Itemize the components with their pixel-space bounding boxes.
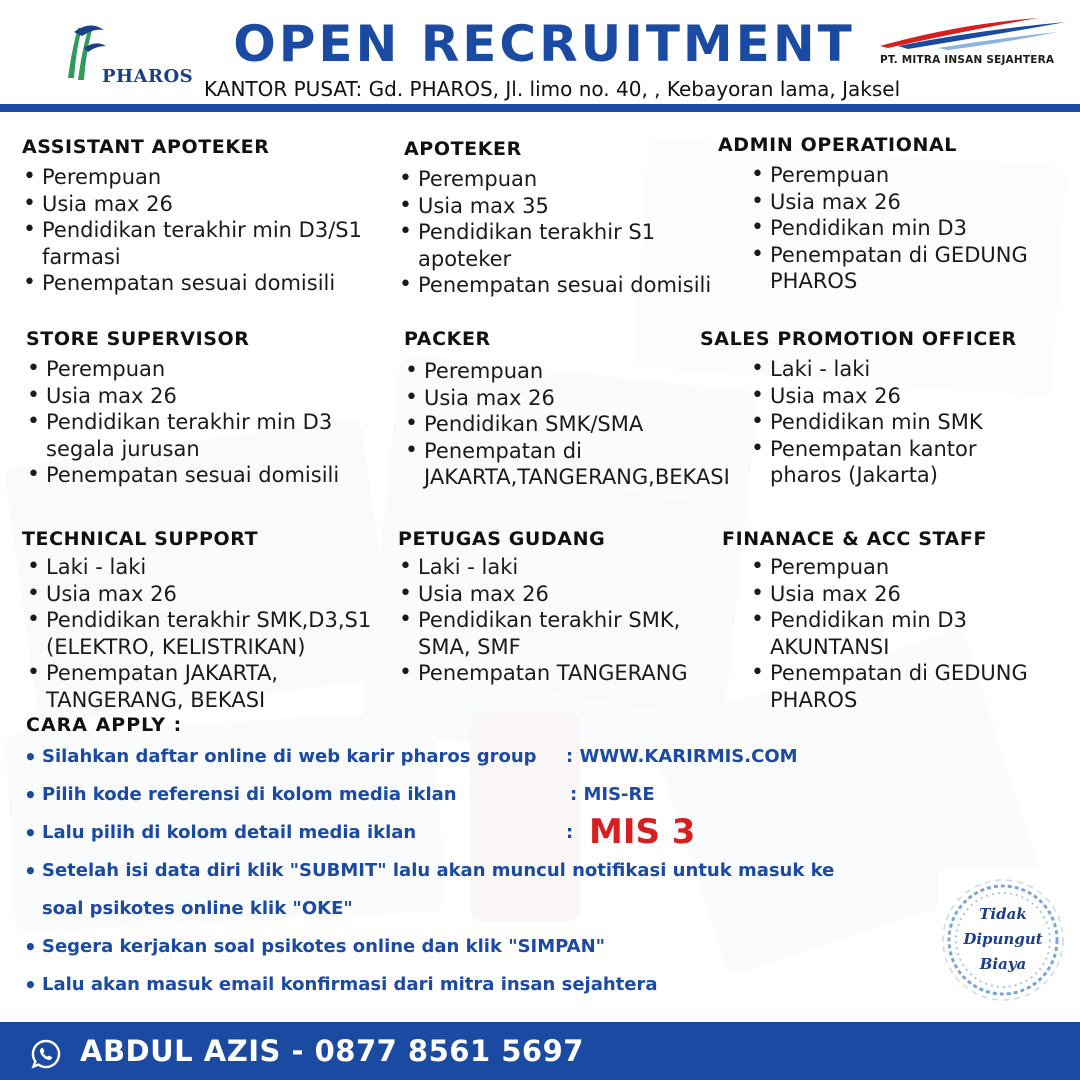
job-store-supervisor (26, 328, 386, 489)
job-requirements (750, 162, 1068, 295)
job-requirements (22, 164, 392, 297)
list-item: • Perempuan (26, 356, 386, 383)
list-item: • Usia max 26 (22, 191, 392, 218)
list-item: • Penempatan kantor pharos (Jakarta) (750, 436, 1020, 489)
job-apoteker (398, 138, 738, 299)
job-sales-promotion-officer (700, 328, 1070, 489)
apply-step: • Pilih kode referensi di kolom media iklan : MIS-RE (22, 780, 922, 818)
apply-step-continuation (22, 894, 922, 932)
list-item: • Penempatan di JAKARTA,TANGERANG,BEKASI (404, 438, 644, 491)
whatsapp-icon (30, 1038, 62, 1070)
stamp-line: Tidak (979, 905, 1027, 923)
job-title: ADMIN OPERATIONAL (718, 134, 957, 156)
job-title: SALES PROMOTION OFFICER (700, 328, 1017, 350)
mitra-insan-swoosh-icon (878, 16, 1068, 52)
job-assistant-apoteker (22, 136, 392, 297)
list-item: • Perempuan (750, 554, 1072, 581)
list-item: • Pendidikan SMK/SMA (404, 411, 764, 438)
apply-step-text: Pilih kode referensi di kolom media iklan (42, 784, 457, 805)
list-item: • Pendidikan min SMK (750, 409, 1070, 436)
list-item: • Penempatan sesuai domisili (22, 270, 392, 297)
list-item: • Perempuan (404, 358, 764, 385)
reference-code: : MIS-RE (570, 784, 655, 805)
mitra-insan-logo-text: PT. MITRA INSAN SEJAHTERA (880, 54, 1055, 66)
pharos-logo-text: PHAROS (102, 66, 194, 87)
job-title: TECHNICAL SUPPORT (22, 528, 259, 550)
list-item: • Pendidikan terakhir min D3/S1 farmasi (22, 217, 392, 270)
list-item: • Penempatan di GEDUNG PHAROS (750, 660, 1060, 713)
list-item: • Pendidikan terakhir S1 apoteker (398, 219, 678, 272)
job-title: STORE SUPERVISOR (26, 328, 250, 350)
job-requirements (26, 356, 386, 489)
job-requirements (26, 554, 402, 713)
list-item: • Laki - laki (398, 554, 728, 581)
apply-step-text: Silahkan daftar online di web karir pharos group (42, 746, 537, 767)
list-item: • Penempatan di GEDUNG PHAROS (750, 242, 1040, 295)
job-admin-operational (718, 134, 1068, 295)
footer-contact-bar (0, 1022, 1080, 1080)
list-item: • Penempatan TANGERANG (398, 660, 728, 687)
header (0, 0, 1080, 112)
job-title: PACKER (404, 328, 491, 350)
apply-step: • Lalu akan masuk email konfirmasi dari mitra insan sejahtera (22, 970, 922, 1008)
contact-name-phone[interactable]: ABDUL AZIS - 0877 8561 5697 (80, 1034, 584, 1068)
apply-step-text: Lalu akan masuk email konfirmasi dari mitra insan sejahtera (42, 974, 658, 995)
list-item: • Penempatan sesuai domisili (398, 272, 738, 299)
job-requirements (398, 166, 738, 299)
mitra-insan-logo (878, 16, 1068, 72)
list-item: • Usia max 26 (26, 383, 386, 410)
office-address: KANTOR PUSAT: Gd. PHAROS, Jl. limo no. 40, , Kebayoran lama, Jaksel (204, 77, 901, 101)
list-item: • Penempatan JAKARTA, TANGERANG, BEKASI (26, 660, 316, 713)
job-requirements (398, 554, 728, 687)
list-item: • Usia max 26 (750, 383, 1070, 410)
apply-step: • Segera kerjakan soal psikotes online dan klik "SIMPAN" (22, 932, 922, 970)
apply-step-text: Segera kerjakan soal psikotes online dan klik "SIMPAN" (42, 936, 606, 957)
list-item: • Pendidikan terakhir min D3 segala jurusan (26, 409, 356, 462)
list-item: • Penempatan sesuai domisili (26, 462, 386, 489)
list-item: • Usia max 35 (398, 193, 738, 220)
job-title: APOTEKER (404, 138, 522, 160)
list-item: • Perempuan (750, 162, 1068, 189)
job-technical-support (22, 528, 402, 713)
page-title: OPEN RECRUITMENT (233, 15, 855, 73)
list-item: • Usia max 26 (398, 581, 728, 608)
apply-step: • Lalu pilih di kolom detail media iklan : MIS 3 (24, 812, 696, 852)
list-item: • Usia max 26 (26, 581, 402, 608)
free-of-charge-stamp (938, 870, 1068, 1010)
apply-step-text: Lalu pilih di kolom detail media iklan (42, 822, 417, 843)
job-title: PETUGAS GUDANG (398, 528, 606, 550)
header-divider (0, 104, 1080, 112)
list-item: • Perempuan (398, 166, 738, 193)
job-title: FINANACE & ACC STAFF (722, 528, 988, 550)
apply-title: CARA APPLY : (26, 714, 183, 736)
detail-media-code: MIS 3 (589, 812, 696, 852)
list-item: • Perempuan (22, 164, 392, 191)
job-petugas-gudang (398, 528, 728, 687)
apply-step-text: Setelah isi data diri klik "SUBMIT" lalu akan muncul notifikasi untuk masuk ke (42, 860, 835, 881)
stamp-line: Dipungut (963, 930, 1043, 948)
job-finance-acc-staff (722, 528, 1072, 713)
detail-colon: : (566, 822, 574, 843)
list-item: • Pendidikan terakhir SMK, SMA, SMF (398, 607, 713, 660)
list-item: • Usia max 26 (404, 385, 764, 412)
job-requirements (750, 554, 1072, 713)
list-item: • Pendidikan min D3 AKUNTANSI (750, 607, 1000, 660)
list-item: • Laki - laki (26, 554, 402, 581)
list-item: • Pendidikan min D3 (750, 215, 1068, 242)
apply-step: • Setelah isi data diri klik "SUBMIT" lalu akan muncul notifikasi untuk masuk ke (22, 856, 922, 894)
list-item: • Pendidikan terakhir SMK,D3,S1 (ELEKTRO, KELISTRIKAN) (26, 607, 391, 660)
job-requirements (750, 356, 1070, 489)
apply-step: • Silahkan daftar online di web karir pharos group : WWW.KARIRMIS.COM (22, 742, 922, 780)
list-item: • Laki - laki (750, 356, 1070, 383)
stamp-line: Biaya (979, 955, 1027, 973)
how-to-apply (22, 714, 922, 1008)
job-title: ASSISTANT APOTEKER (22, 136, 270, 158)
pharos-logo (58, 12, 198, 92)
apply-step-text: soal psikotes online klik "OKE" (42, 898, 353, 919)
list-item: • Usia max 26 (750, 189, 1068, 216)
list-item: • Usia max 26 (750, 581, 1072, 608)
career-website-link[interactable]: : WWW.KARIRMIS.COM (566, 746, 798, 767)
